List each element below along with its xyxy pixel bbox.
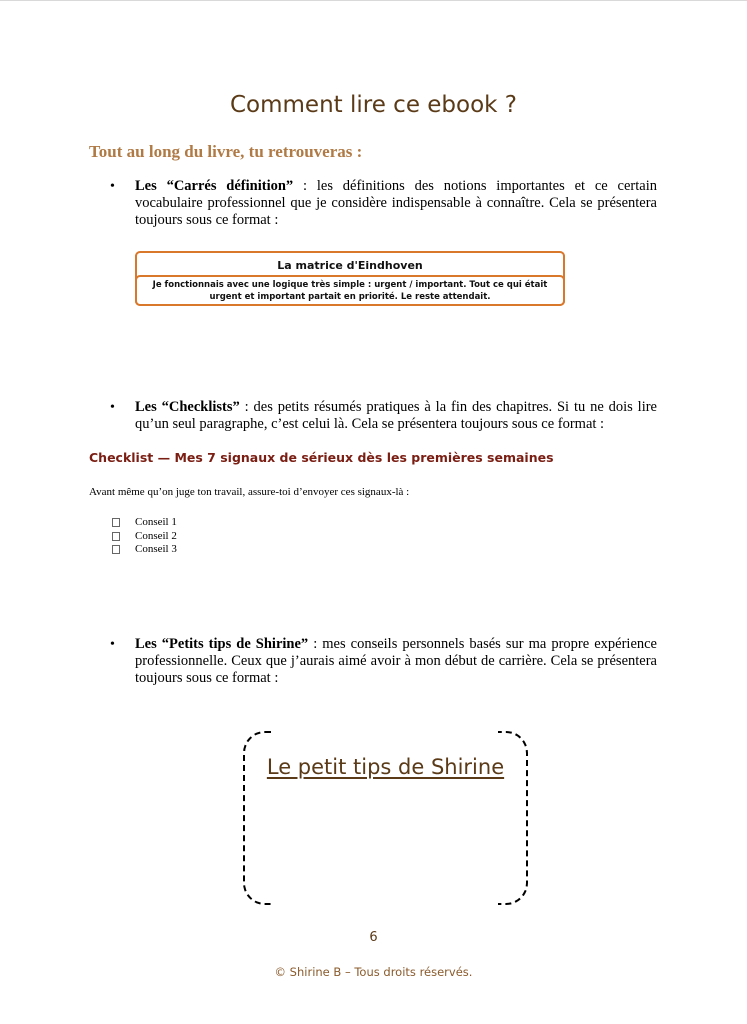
- page-top-border: [0, 0, 747, 1]
- bullet-description: : des petits résumés pratiques à la fin des chapitres. Si tu ne dois lire qu’un seul paragraphe, c’est celui là. Cela se présentera toujours sous ce format :: [135, 399, 657, 432]
- intro-heading: Tout au long du livre, tu retrouveras :: [89, 142, 363, 161]
- tips-title: Le petit tips de Shirine: [266, 755, 505, 779]
- checkbox-icon[interactable]: [112, 545, 120, 554]
- checkbox-icon[interactable]: [112, 518, 120, 527]
- definition-box: [135, 251, 565, 306]
- bullet-dot-icon: •: [110, 179, 115, 194]
- definition-body: [135, 275, 565, 306]
- definition-body-line: urgent et important partait en priorité. Le reste attendait.: [209, 292, 491, 302]
- checklist-items: [112, 516, 177, 557]
- tips-box-gap: [273, 729, 498, 735]
- page-number: 6: [369, 930, 378, 945]
- bullet-dot-icon: •: [110, 637, 115, 652]
- page-title: Comment lire ce ebook ?: [229, 92, 518, 118]
- tips-box-gap: [273, 901, 498, 907]
- bullet-text: [135, 399, 657, 433]
- bullet-text: [135, 178, 657, 229]
- checklist-intro: Avant même qu’on juge ton travail, assure-toi d’envoyer ces signaux-là :: [89, 486, 410, 498]
- checklist-item[interactable]: [112, 516, 177, 530]
- checklist-title: Checklist — Mes 7 signaux de sérieux dès les premières semaines: [89, 450, 554, 465]
- bullet-term: Les “Carrés définition”: [135, 178, 294, 194]
- checklist-item-label: Conseil 2: [135, 529, 177, 542]
- bullet-description: : mes conseils personnels basés sur ma propre expérience professionnelle. Ceux que j’aurais aimé avoir à mon début de carrière. Cela se présentera toujours sous ce format :: [135, 636, 657, 686]
- checklist-item[interactable]: [112, 543, 177, 557]
- definition-title: La matrice d'Eindhoven: [277, 259, 423, 272]
- checklist-item-label: Conseil 3: [135, 543, 177, 555]
- checklist-item-label: Conseil 1: [135, 516, 177, 528]
- tips-box: [243, 731, 528, 905]
- checklist-item[interactable]: [112, 530, 177, 544]
- copyright-footer: © Shirine B – Tous droits réservés.: [274, 965, 473, 979]
- definition-body-line: Je fonctionnais avec une logique très simple : urgent / important. Tout ce qui était: [152, 280, 548, 290]
- checkbox-icon[interactable]: [112, 532, 120, 541]
- bullet-term: Les “Checklists”: [135, 399, 240, 415]
- bullet-term: Les “Petits tips de Shirine”: [135, 636, 309, 652]
- bullet-description: : les définitions des notions importantes et ce certain vocabulaire professionnel que je considère indispensable à connaître. Cela se présentera toujours sous ce format :: [135, 178, 657, 228]
- bullet-dot-icon: •: [110, 400, 115, 415]
- bullet-text: [135, 636, 657, 687]
